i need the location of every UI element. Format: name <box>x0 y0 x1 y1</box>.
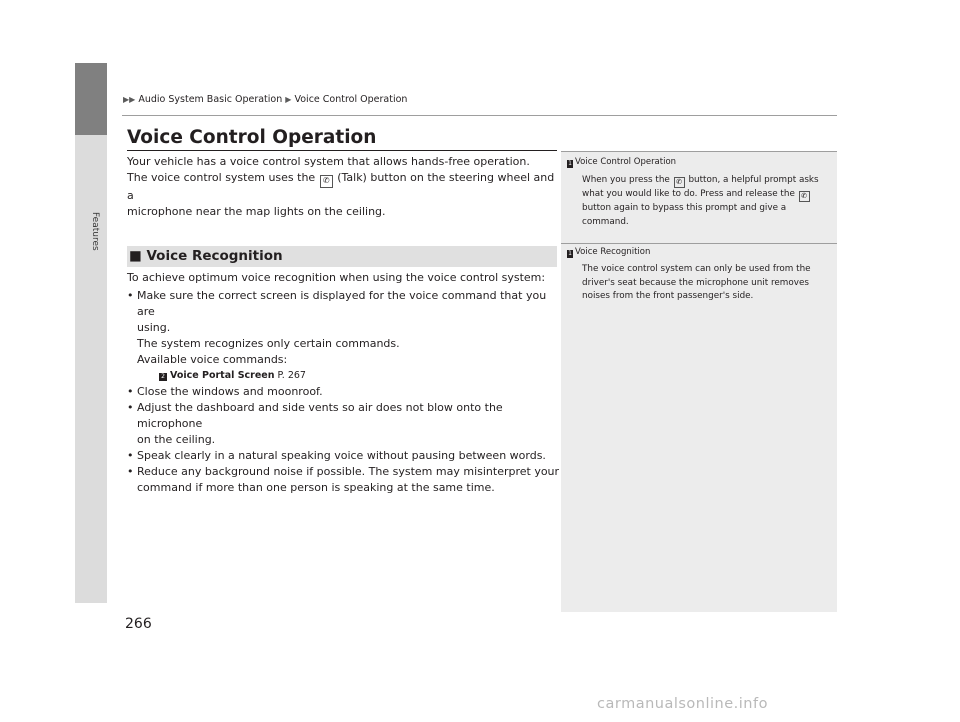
talk-button-icon: ✆ <box>674 177 685 188</box>
bullet-icon: • <box>127 401 134 414</box>
section-intro: To achieve optimum voice recognition when using the voice control system: <box>127 271 546 284</box>
breadcrumb-item-audio[interactable]: Audio System Basic Operation <box>138 94 283 105</box>
list-item: • Speak clearly in a natural speaking voice without pausing between words. <box>127 449 546 462</box>
page-title: Voice Control Operation <box>127 127 377 148</box>
note-text-voice-control: When you press the ✆ button, a helpful prompt asks what you would like to do. Press and release the ✆ button again to bypass this prompt and give a command. <box>582 175 819 227</box>
intro-line-2: The voice control system uses the ✆ (Talk) button on the steering wheel and a <box>127 171 555 202</box>
bullet-icon: • <box>127 449 134 462</box>
list-item: • Make sure the correct screen is displayed for the voice command that you are using. The system recognizes only certain commands. Available voice commands: 2 Voice Portal Screen P. 267 <box>127 288 567 384</box>
note-divider <box>561 243 837 244</box>
bullet-icon: • <box>127 289 134 302</box>
page-number: 266 <box>125 616 152 632</box>
side-tab <box>75 63 107 603</box>
side-tab-label: Features <box>90 212 100 251</box>
bullet-list <box>127 288 567 496</box>
breadcrumb-item-voice[interactable]: Voice Control Operation <box>294 94 408 105</box>
note-icon: 1 <box>568 160 572 167</box>
cross-reference-icon: 2 <box>159 373 167 381</box>
note-text-voice-recognition: The voice control system can only be used from the driver's seat because the microphone unit removes noises from the front passenger's side. <box>582 264 811 301</box>
section-title: ■ Voice Recognition <box>129 248 283 264</box>
section-square-icon: ■ <box>129 248 142 264</box>
intro-paragraph <box>127 154 557 220</box>
list-item: • Adjust the dashboard and side vents so air does not blow onto the microphone on the ceiling. <box>127 401 503 446</box>
breadcrumb-arrow-icon: ▶▶ <box>123 95 136 104</box>
cross-reference-link[interactable]: 2 Voice Portal Screen P. 267 <box>159 368 567 384</box>
intro-line-3: microphone near the map lights on the ceiling. <box>127 205 386 218</box>
breadcrumb-arrow-icon: ▶ <box>285 95 292 104</box>
talk-button-icon: ✆ <box>320 175 333 188</box>
title-divider <box>127 150 557 151</box>
breadcrumb <box>123 94 407 105</box>
intro-line-1: Your vehicle has a voice control system that allows hands-free operation. <box>127 155 530 168</box>
header-divider <box>122 115 837 116</box>
side-tab-marker <box>75 63 107 135</box>
note-divider <box>561 151 837 152</box>
list-item: • Reduce any background noise if possible. The system may misinterpret your command if more than one person is speaking at the same time. <box>127 465 560 494</box>
note-icon: 1 <box>568 250 572 257</box>
talk-button-icon: ✆ <box>799 191 810 202</box>
list-item: • Close the windows and moonroof. <box>127 385 323 398</box>
note-heading-voice-control: 1 Voice Control Operation <box>568 157 677 167</box>
bullet-icon: • <box>127 385 134 398</box>
note-heading-voice-recognition: 1 Voice Recognition <box>568 247 651 257</box>
bullet-icon: • <box>127 465 134 478</box>
watermark: carmanualsonline.info <box>597 696 768 712</box>
